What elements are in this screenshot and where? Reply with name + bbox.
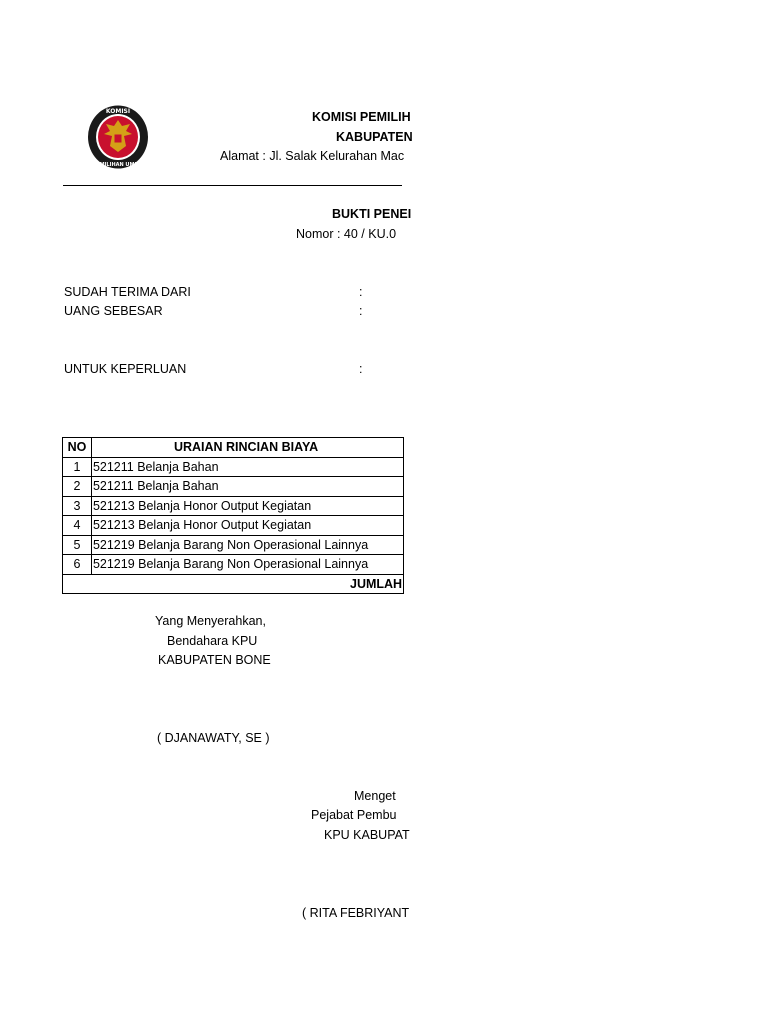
signer-right-line2: Pejabat Pembu [311, 808, 397, 822]
amount-colon: : [359, 304, 363, 318]
purpose-label: UNTUK KEPERLUAN [64, 362, 187, 376]
table-header-row [63, 438, 404, 458]
signer-right-line1: Menget [354, 789, 396, 803]
table-row [63, 516, 404, 536]
row-no: 3 [63, 496, 92, 516]
purpose-colon: : [359, 362, 363, 376]
row-no: 2 [63, 477, 92, 497]
table-row [63, 457, 404, 477]
received-from-colon: : [359, 285, 363, 299]
table-row [63, 535, 404, 555]
table-total-row [63, 574, 404, 594]
row-desc: 521211 Belanja Bahan [91, 457, 403, 477]
signer-right-name: ( RITA FEBRIYANT [302, 906, 410, 920]
svg-text:PEMILIHAN UMUM: PEMILIHAN UMUM [92, 162, 144, 168]
svg-text:KOMISI: KOMISI [105, 108, 131, 115]
row-desc: 521219 Belanja Barang Non Operasional Lainnya [91, 555, 403, 575]
row-no: 5 [63, 535, 92, 555]
document-number: Nomor : 40 / KU.0 [296, 227, 397, 241]
header-divider [63, 185, 402, 186]
signer-left-line3: KABUPATEN BONE [158, 653, 271, 667]
table-row [63, 477, 404, 497]
row-desc: 521213 Belanja Honor Output Kegiatan [91, 516, 403, 536]
table-row [63, 496, 404, 516]
org-address: Alamat : Jl. Salak Kelurahan Mac [220, 149, 405, 163]
row-desc: 521219 Belanja Barang Non Operasional Lainnya [91, 535, 403, 555]
amount-label: UANG SEBESAR [64, 304, 163, 318]
row-no: 1 [63, 457, 92, 477]
signer-right-line3: KPU KABUPAT [324, 828, 410, 842]
signer-left-line2: Bendahara KPU [167, 634, 258, 648]
org-name-line1: KOMISI PEMILIH [312, 110, 411, 124]
row-desc: 521213 Belanja Honor Output Kegiatan [91, 496, 403, 516]
row-no: 6 [63, 555, 92, 575]
total-label: JUMLAH [63, 574, 404, 594]
signer-left-name: ( DJANAWATY, SE ) [157, 731, 270, 745]
signer-left-line1: Yang Menyerahkan, [155, 614, 266, 628]
row-desc: 521211 Belanja Bahan [91, 477, 403, 497]
received-from-label: SUDAH TERIMA DARI [64, 285, 191, 299]
org-name-line2: KABUPATEN [336, 130, 413, 144]
table-row [63, 555, 404, 575]
column-header-no: NO [63, 438, 92, 458]
document-title: BUKTI PENEI [332, 207, 412, 221]
column-header-desc: URAIAN RINCIAN BIAYA [91, 438, 403, 458]
cost-detail-table [62, 437, 404, 594]
kpu-logo-icon [86, 104, 150, 170]
row-no: 4 [63, 516, 92, 536]
